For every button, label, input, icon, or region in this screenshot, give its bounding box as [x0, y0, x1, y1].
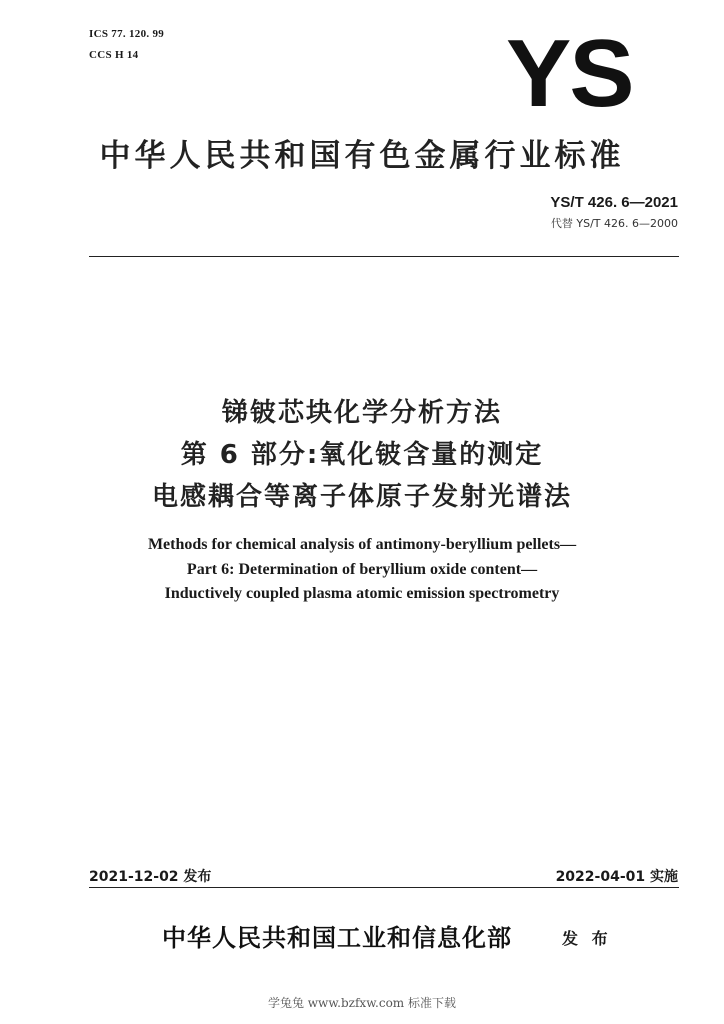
ys-logo: YS [506, 20, 633, 127]
standard-category-title: 中华人民共和国有色金属行业标准 [99, 138, 625, 174]
issuing-authority: 中华人民共和国工业和信息化部 [162, 924, 512, 952]
standard-number: YS/T 426. 6—2021 [550, 194, 678, 211]
issue-date: 2021-12-02 发布 [89, 869, 212, 885]
ics-code: ICS 77. 120. 99 [89, 28, 165, 40]
watermark-footer: 学兔兔 www.bzfxw.com 标准下载 [267, 996, 457, 1010]
en-title-line-3: Inductively coupled plasma atomic emission spectrometry [164, 585, 560, 602]
ccs-code: CCS H 14 [89, 49, 139, 61]
bottom-divider [89, 887, 679, 888]
en-title-line-1: Methods for chemical analysis of antimony-beryllium pellets— [147, 536, 577, 553]
publish-label: 发 布 [562, 929, 612, 948]
implementation-date: 2022-04-01 实施 [555, 869, 678, 885]
cn-title-line-3: 电感耦合等离子体原子发射光谱法 [151, 482, 572, 512]
cn-title-line-1: 锑铍芯块化学分析方法 [221, 398, 502, 428]
cn-title-line-2: 第 6 部分:氧化铍含量的测定 [180, 440, 544, 470]
replaces-standard: 代替 YS/T 426. 6—2000 [550, 217, 678, 230]
en-title-line-2: Part 6: Determination of beryllium oxide content— [186, 561, 538, 578]
top-divider [89, 256, 679, 257]
